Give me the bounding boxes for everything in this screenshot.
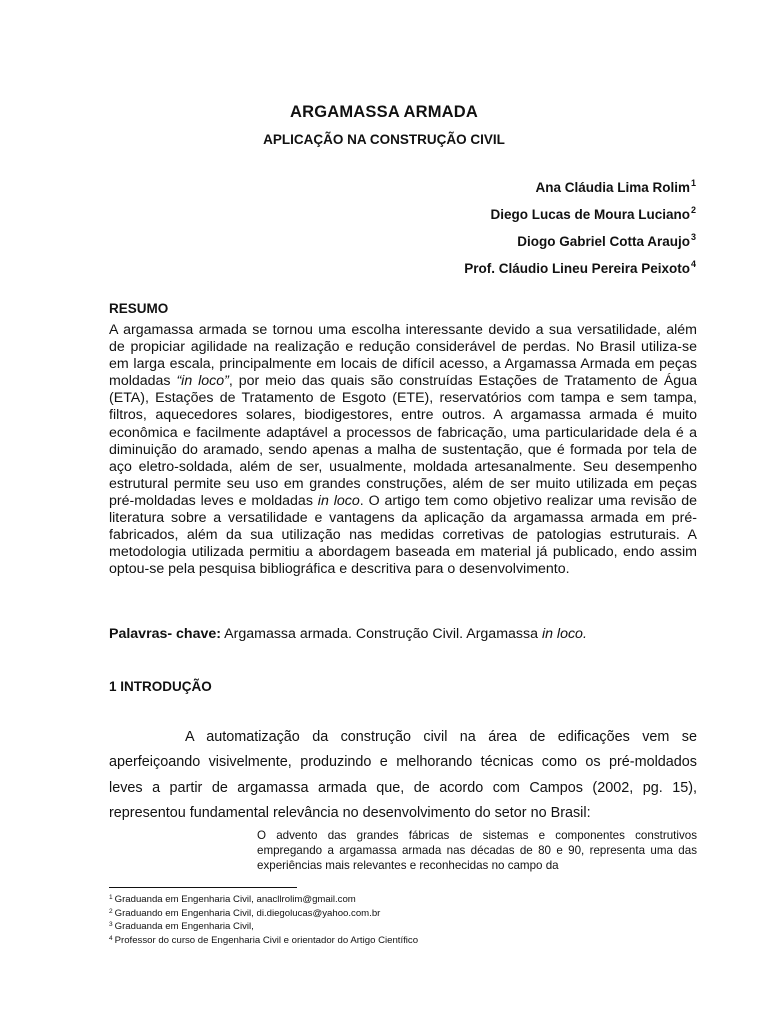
abstract-text [109, 322, 697, 578]
paper-subtitle: APLICAÇÃO NA CONSTRUÇÃO CIVIL [263, 132, 505, 147]
abstract-heading: RESUMO [109, 301, 169, 316]
footnote [109, 919, 609, 933]
author-name: Diogo Gabriel Cotta Araujo [517, 234, 690, 249]
paper-title: ARGAMASSA ARMADA [289, 103, 479, 121]
footnote-text: Graduanda em Engenharia Civil, anacllrolim@gmail.com [114, 894, 356, 905]
author-name: Prof. Cláudio Lineu Pereira Peixoto [464, 261, 690, 276]
footnote-mark: 2 [690, 205, 696, 215]
footnote-mark: 3 [690, 232, 696, 242]
footnote-mark: 3 [109, 921, 113, 929]
author-line [176, 170, 696, 197]
footnote-text: Graduando em Engenharia Civil, di.diegolucas@yahoo.com.br [114, 907, 381, 919]
footnote-mark: 2 [109, 907, 113, 915]
footnote-text: Professor do curso de Engenharia Civil e orientador do Artigo Científico [114, 934, 419, 946]
footnote [109, 933, 609, 947]
footnote-separator [109, 887, 297, 888]
footnote-mark: 4 [690, 259, 696, 269]
footnote [109, 906, 609, 920]
author-name: Diego Lucas de Moura Luciano [490, 207, 690, 222]
author-line [176, 224, 696, 251]
block-quote: O advento das grandes fábricas de sistemas e componentes construtivos empregando a argamassa armada nas décadas de 80 e 90, representa uma das experiências mais relevantes e reconhecidas no campo da [257, 829, 697, 872]
introduction-heading: 1 INTRODUÇÃO [109, 679, 212, 694]
introduction-paragraph: A automatização da construção civil na área de edificações vem se aperfeiçoando visivelmente, produzindo e melhorando técnicas como os pré-moldados leves a partir de argamassa armada que, de acordo com Campos (2002, pg. 15), representou fundamental relevância no desenvolvimento do setor no Brasil: [109, 729, 697, 822]
author-name: Ana Cláudia Lima Rolim [535, 180, 690, 195]
footnote-mark: 1 [109, 894, 113, 901]
author-line [176, 197, 696, 224]
keywords-line [109, 626, 697, 643]
footnote-mark: 1 [690, 178, 696, 188]
keywords-text: Argamassa armada. Construção Civil. Argamassa [221, 626, 542, 642]
footnotes [109, 892, 609, 946]
abstract-segment: A argamassa armada se tornou uma escolha interessante devido a sua versatilidade, além de propiciar agilidade na realização e redução considerável de perdas. No Brasil utiliza-se em larga escala, principalmente em locais de difícil acesso, a Argamassa Armada em peças moldadas [109, 322, 697, 390]
abstract-italic: in loco [317, 492, 360, 509]
author-list [176, 170, 696, 278]
keywords-italic: in loco. [541, 626, 587, 642]
abstract-segment: , por meio das quais são construídas Estações de Tratamento de Água (ETA), Estações de Tratamento de Esgoto (ETE), reservatórios com tampa e sem tampa, filtros, aquecedores solares, biodigestores, entre outros. A argamassa armada é muito econômica e facilmente adaptável a processos de fabricação, uma particularidade dela é a diminuição do aramado, sendo apenas a malha de sustentação, que é formada por tela de aço eletro-soldada, além de ser, usualmente, moldada artesanalmente. Seu desempenho estrutural permite seu uso em grandes construções, além de ser muito utilizada em peças pré-moldadas leves e moldadas [109, 373, 697, 509]
footnote-text: Graduanda em Engenharia Civil, [114, 921, 254, 933]
abstract-italic: “in loco” [176, 373, 229, 390]
author-line [176, 251, 696, 278]
abstract-segment: . O artigo tem como objetivo realizar uma revisão de literatura sobre a versatilidade e vantagens da aplicação da argamassa armada em pré-fabricados, além da sua utilização nas medidas corretivas de patologias estruturais. A metodologia utilizada permitiu a abordagem baseada em material já publicado, endo assim optou-se pela pesquisa bibliográfica e descritiva para o desenvolvimento. [109, 492, 697, 578]
keywords-label: Palavras- chave: [109, 626, 221, 642]
footnote [109, 892, 609, 906]
footnote-mark: 4 [109, 934, 113, 942]
